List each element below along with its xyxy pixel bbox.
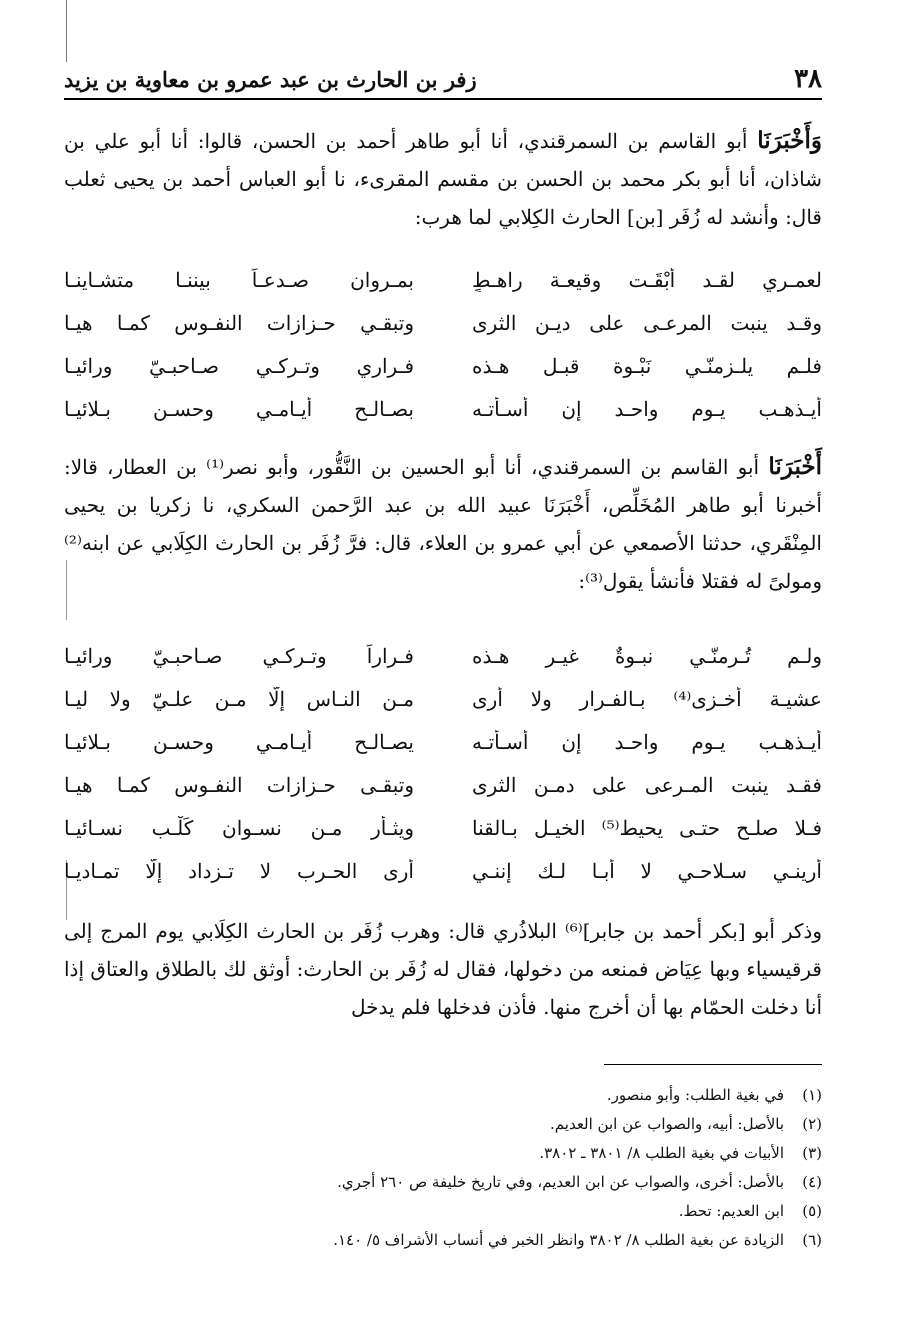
first-hemistich: أيـذهـب يـوم واحـد إن أسـأتـه (472, 729, 822, 754)
footnote-number: (٦) (802, 1230, 822, 1249)
verse-line (64, 763, 822, 806)
second-hemistich: بصـالـح أيـامـي وحسـن بـلائيـا (64, 396, 414, 421)
footnote-divider (604, 1064, 822, 1065)
footnote-number: (٥) (802, 1201, 822, 1220)
footnote (64, 1167, 822, 1196)
poem-1 (64, 258, 822, 430)
page-number: ٣٨ (794, 64, 822, 94)
first-hemistich: أرينـي سـلاحـي لا أبـا لـك إننـي (472, 858, 822, 883)
second-hemistich: أرى الحـرب لا تـزداد إلّا تمـاديـا (64, 858, 414, 883)
footnote-text: بالأصل: أخرى، والصواب عن ابن العديم، وفي تاريخ خليفة ص ٢٦٠ أجري. (337, 1172, 784, 1191)
second-hemistich: فـراري وتـركـي صـاحبـيّ ورائيـا (64, 353, 414, 378)
paragraph-keyword: أَخْبَرَنَا (768, 453, 822, 480)
first-hemistich: فلـم يلـزمنّـي نَبْـوة قبـل هـذه (472, 353, 822, 378)
footnote (64, 1196, 822, 1225)
footnote-text: الزيادة عن بغية الطلب ٨/ ٣٨٠٢ وانظر الخبر في أنساب الأشراف ٥/ ١٤٠. (333, 1230, 784, 1249)
second-hemistich: ويثـأر مـن نسـوان كَلْـب نسـائيـا (64, 815, 414, 840)
verse-line (64, 677, 822, 720)
first-hemistich: أيـذهـب يـوم واحـد إن أسـأتـه (472, 396, 822, 421)
paragraph-text: وذكر أبو [بكر أحمد بن جابر]⁽⁶⁾ البلاذُري قال: وهرب زُفَر بن الحارث الكِلَابي يوم المرج إلى قرقيسياء وبها عِيَاض فمنعه من دخولها، فقال له زُفَر بن الحارث: أوثق لك بالطلاق والعتاق إذا أنا دخلت الحمّام بها أن أخرج منها. فأذن فدخلها فلم يدخل (64, 919, 822, 1019)
verse-line (64, 387, 822, 430)
paragraph-1 (64, 122, 822, 236)
running-title: زفر بن الحارث بن عبد عمرو بن معاوية بن يزيد (64, 66, 477, 92)
footnote-text: في بغية الطلب: وأبو منصور. (606, 1085, 784, 1104)
footnote-number: (٣) (802, 1143, 822, 1162)
footnote (64, 1138, 822, 1167)
first-hemistich: وقـد ينبت المرعـى على ديـن الثرى (472, 310, 822, 335)
second-hemistich: مـن النـاس إلّا مـن علـيّ ولا ليـا (64, 686, 414, 711)
first-hemistich: لعمـري لقـد أَبْقَـت وقيعـة راهـطٍ (472, 267, 822, 292)
paragraph-text: أبو القاسم بن السمرقندي، أنا أبو الحسين بن النَّقُّور، وأبو نصر⁽¹⁾ بن العطار، قالا: أخبرنا أبو طاهر المُخَلِّص، أَخْبَرَنَا عبيد الله بن عبد الرَّحمن السكري، نا زكريا بن يحيى المِنْقَري، حدثنا الأصمعي عن أبي عمرو بن العلاء، قال: فرَّ زُفَر بن الحارث الكِلَابي عن ابنه⁽²⁾ ومولىً له فقتلا فأنشأ يقول⁽³⁾: (64, 455, 822, 593)
first-hemistich: ولـم تُـرمنّـي نبـوةٌ غيـر هـذه (472, 643, 822, 668)
footnote-text: ابن العديم: تحط. (678, 1201, 784, 1220)
verse-line (64, 634, 822, 677)
footnotes (64, 1080, 822, 1254)
verse-line (64, 849, 822, 892)
footnote (64, 1080, 822, 1109)
verse-line (64, 301, 822, 344)
second-hemistich: وتبقـي حـزازات النفـوس كمـا هيـا (64, 310, 414, 335)
header-divider (64, 98, 822, 100)
first-hemistich: فقـد ينبت المـرعى على دمـن الثرى (472, 772, 822, 797)
second-hemistich: يصـالـح أيـامـي وحسـن بـلائيـا (64, 729, 414, 754)
paragraph-text: أبو القاسم بن السمرقندي، أنا أبو طاهر أحمد بن الحسن، قالوا: أنا أبو علي بن شاذان، أنا أبو بكر محمد بن الحسن بن مقسم المقرىء، نا أبو العباس أحمد بن يحيى ثعلب قال: وأنشد له زُفَر [بن] الحارث الكِلابي لما هرب: (64, 129, 822, 229)
footnote-number: (٢) (802, 1114, 822, 1133)
first-hemistich: فـلا صلـح حتـى يحيط⁽⁵⁾ الخيـل بـالقنا (472, 815, 822, 840)
paragraph-3 (64, 912, 822, 1026)
second-hemistich: بمـروان صـدعـاً بيننـا متشـاينـا (64, 267, 414, 292)
verse-line (64, 344, 822, 387)
footnote-text: الأبيات في بغية الطلب ٨/ ٣٨٠١ ـ ٣٨٠٢. (539, 1143, 784, 1162)
paragraph-keyword: وَأَخْبَرَنَا (757, 127, 822, 154)
running-header (64, 62, 822, 96)
verse-line (64, 720, 822, 763)
paragraph-2 (64, 448, 822, 600)
footnote (64, 1225, 822, 1254)
poem-2 (64, 634, 822, 892)
footnote-number: (١) (802, 1085, 822, 1104)
verse-line (64, 258, 822, 301)
verse-line (64, 806, 822, 849)
second-hemistich: فـراراً وتـركـي صـاحبـيّ ورائيـا (64, 643, 414, 668)
first-hemistich: عشيـة أخـزى⁽⁴⁾ بـالفـرار ولا أرى (472, 686, 822, 711)
footnote (64, 1109, 822, 1138)
second-hemistich: وتبقـى حـزازات النفـوس كمـا هيـا (64, 772, 414, 797)
footnote-text: بالأصل: أبيه، والصواب عن ابن العديم. (550, 1114, 784, 1133)
footnote-number: (٤) (802, 1172, 822, 1191)
margin-line (66, 0, 67, 62)
